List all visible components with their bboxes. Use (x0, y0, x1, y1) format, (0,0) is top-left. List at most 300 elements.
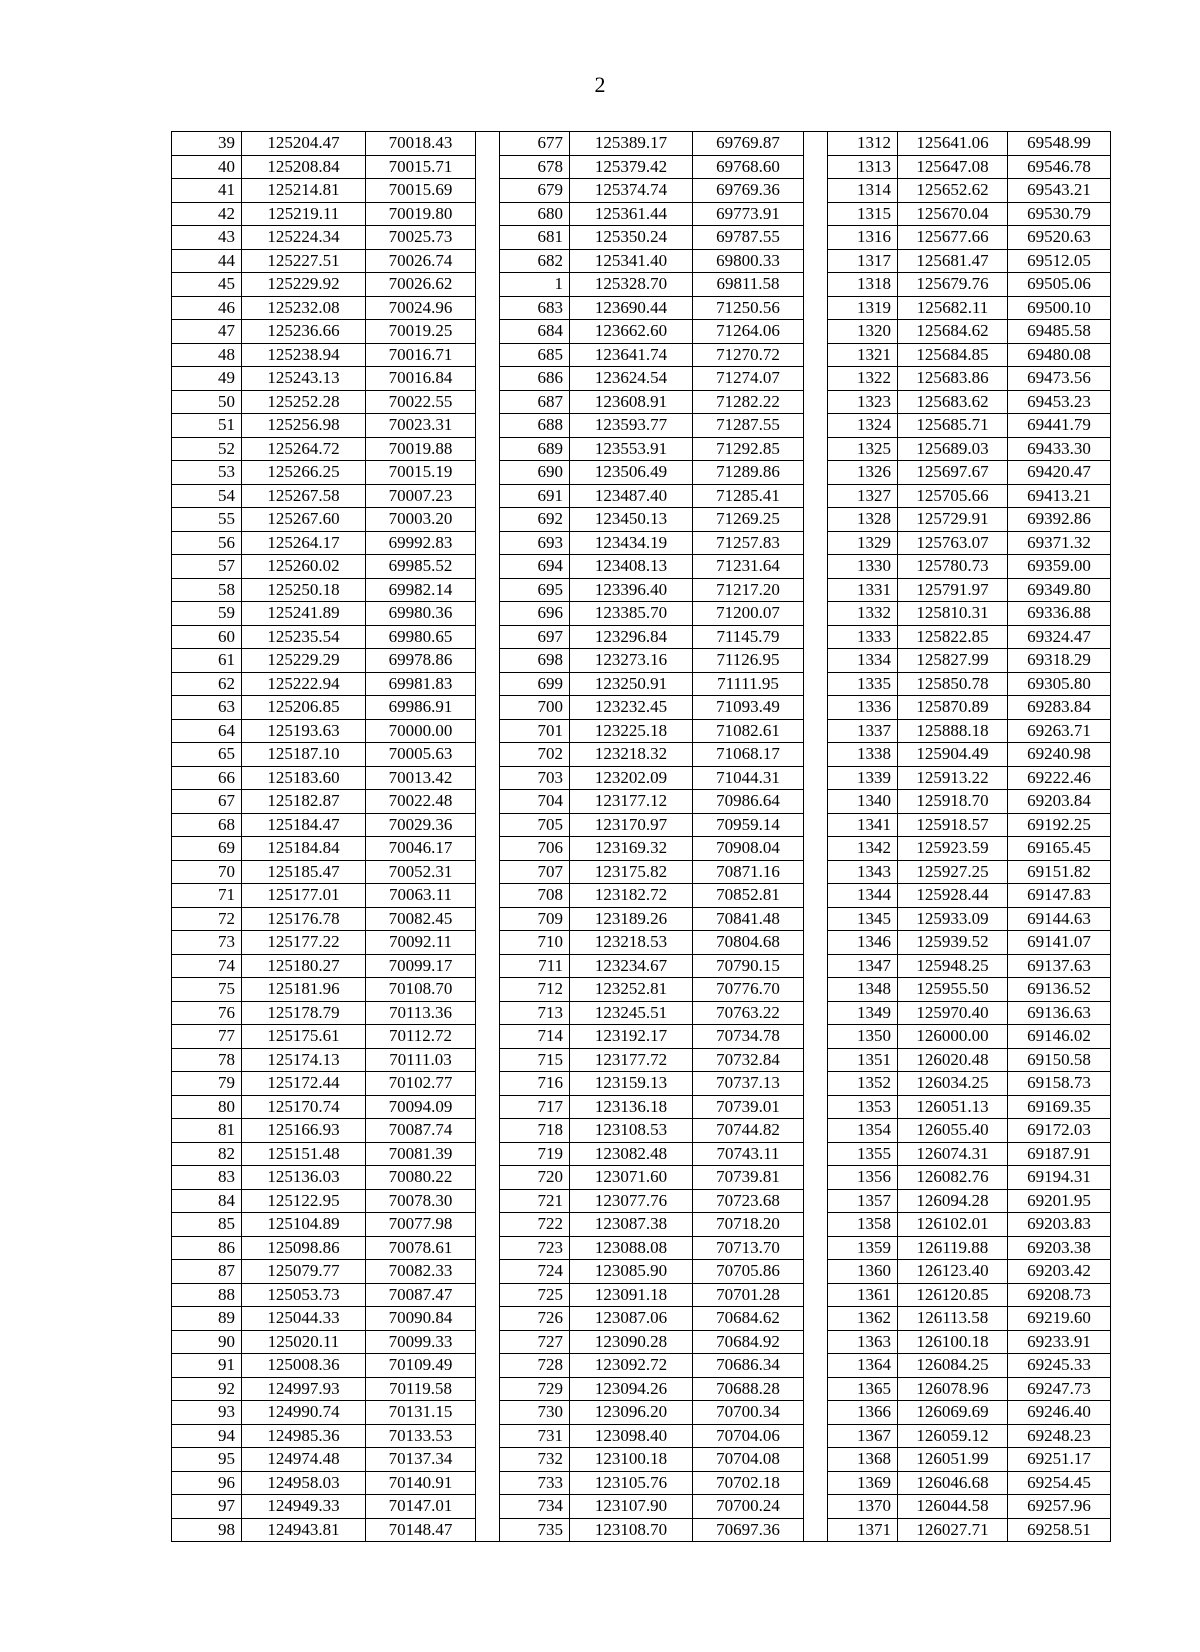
point-number-cell: 677 (500, 132, 570, 156)
point-number-cell: 1355 (828, 1142, 898, 1166)
x-coordinate-cell: 126120.85 (898, 1283, 1008, 1307)
table-row (172, 132, 1111, 156)
x-coordinate-cell: 125182.87 (242, 790, 366, 814)
point-number-cell: 703 (500, 766, 570, 790)
y-coordinate-cell: 70026.62 (366, 273, 476, 297)
x-coordinate-cell: 125222.94 (242, 672, 366, 696)
point-number-cell: 78 (172, 1048, 242, 1072)
y-coordinate-cell: 69187.91 (1008, 1142, 1111, 1166)
x-coordinate-cell: 125229.29 (242, 649, 366, 673)
x-coordinate-cell: 123169.32 (570, 837, 693, 861)
column-gap (804, 1189, 828, 1213)
x-coordinate-cell: 125679.76 (898, 273, 1008, 297)
y-coordinate-cell: 69141.07 (1008, 931, 1111, 955)
x-coordinate-cell: 125243.13 (242, 367, 366, 391)
point-number-cell: 1351 (828, 1048, 898, 1072)
y-coordinate-cell: 70046.17 (366, 837, 476, 861)
y-coordinate-cell: 69787.55 (693, 226, 804, 250)
point-number-cell: 97 (172, 1495, 242, 1519)
y-coordinate-cell: 69136.52 (1008, 978, 1111, 1002)
y-coordinate-cell: 69194.31 (1008, 1166, 1111, 1190)
x-coordinate-cell: 125684.62 (898, 320, 1008, 344)
column-gap (804, 202, 828, 226)
point-number-cell: 1369 (828, 1471, 898, 1495)
y-coordinate-cell: 70704.06 (693, 1424, 804, 1448)
column-gap (804, 531, 828, 555)
y-coordinate-cell: 70688.28 (693, 1377, 804, 1401)
y-coordinate-cell: 69480.08 (1008, 343, 1111, 367)
point-number-cell: 96 (172, 1471, 242, 1495)
y-coordinate-cell: 69992.83 (366, 531, 476, 555)
point-number-cell: 1358 (828, 1213, 898, 1237)
point-number-cell: 1356 (828, 1166, 898, 1190)
column-gap (804, 1401, 828, 1425)
point-number-cell: 45 (172, 273, 242, 297)
y-coordinate-cell: 70148.47 (366, 1518, 476, 1542)
column-gap (804, 1166, 828, 1190)
point-number-cell: 82 (172, 1142, 242, 1166)
point-number-cell: 1316 (828, 226, 898, 250)
column-gap (804, 1307, 828, 1331)
x-coordinate-cell: 125241.89 (242, 602, 366, 626)
point-number-cell: 1333 (828, 625, 898, 649)
x-coordinate-cell: 123182.72 (570, 884, 693, 908)
column-gap (476, 155, 500, 179)
column-gap (476, 343, 500, 367)
y-coordinate-cell: 70763.22 (693, 1001, 804, 1025)
point-number-cell: 46 (172, 296, 242, 320)
x-coordinate-cell: 125341.40 (570, 249, 693, 273)
y-coordinate-cell: 70700.24 (693, 1495, 804, 1519)
x-coordinate-cell: 123098.40 (570, 1424, 693, 1448)
column-gap (804, 1354, 828, 1378)
column-gap (476, 296, 500, 320)
x-coordinate-cell: 123450.13 (570, 508, 693, 532)
y-coordinate-cell: 70131.15 (366, 1401, 476, 1425)
x-coordinate-cell: 123553.91 (570, 437, 693, 461)
y-coordinate-cell: 71044.31 (693, 766, 804, 790)
y-coordinate-cell: 70016.71 (366, 343, 476, 367)
table-row (172, 1330, 1111, 1354)
point-number-cell: 701 (500, 719, 570, 743)
table-row (172, 1471, 1111, 1495)
x-coordinate-cell: 125685.71 (898, 414, 1008, 438)
x-coordinate-cell: 125927.25 (898, 860, 1008, 884)
point-number-cell: 48 (172, 343, 242, 367)
x-coordinate-cell: 123273.16 (570, 649, 693, 673)
y-coordinate-cell: 69305.80 (1008, 672, 1111, 696)
point-number-cell: 91 (172, 1354, 242, 1378)
x-coordinate-cell: 124949.33 (242, 1495, 366, 1519)
table-row (172, 602, 1111, 626)
x-coordinate-cell: 125204.47 (242, 132, 366, 156)
x-coordinate-cell: 125827.99 (898, 649, 1008, 673)
x-coordinate-cell: 123071.60 (570, 1166, 693, 1190)
point-number-cell: 724 (500, 1260, 570, 1284)
point-number-cell: 1326 (828, 461, 898, 485)
point-number-cell: 1329 (828, 531, 898, 555)
x-coordinate-cell: 125166.93 (242, 1119, 366, 1143)
x-coordinate-cell: 125948.25 (898, 954, 1008, 978)
column-gap (804, 508, 828, 532)
column-gap (804, 860, 828, 884)
y-coordinate-cell: 69203.42 (1008, 1260, 1111, 1284)
x-coordinate-cell: 126119.88 (898, 1236, 1008, 1260)
x-coordinate-cell: 125780.73 (898, 555, 1008, 579)
y-coordinate-cell: 70734.78 (693, 1025, 804, 1049)
table-row (172, 837, 1111, 861)
table-row (172, 931, 1111, 955)
x-coordinate-cell: 126082.76 (898, 1166, 1008, 1190)
table-row (172, 226, 1111, 250)
point-number-cell: 47 (172, 320, 242, 344)
point-number-cell: 1354 (828, 1119, 898, 1143)
column-gap (804, 1072, 828, 1096)
y-coordinate-cell: 70744.82 (693, 1119, 804, 1143)
y-coordinate-cell: 70705.86 (693, 1260, 804, 1284)
point-number-cell: 40 (172, 155, 242, 179)
y-coordinate-cell: 70804.68 (693, 931, 804, 955)
x-coordinate-cell: 126113.58 (898, 1307, 1008, 1331)
x-coordinate-cell: 123408.13 (570, 555, 693, 579)
point-number-cell: 716 (500, 1072, 570, 1096)
x-coordinate-cell: 124985.36 (242, 1424, 366, 1448)
x-coordinate-cell: 125178.79 (242, 1001, 366, 1025)
y-coordinate-cell: 69453.23 (1008, 390, 1111, 414)
y-coordinate-cell: 69203.84 (1008, 790, 1111, 814)
column-gap (476, 578, 500, 602)
point-number-cell: 39 (172, 132, 242, 156)
y-coordinate-cell: 70015.71 (366, 155, 476, 179)
x-coordinate-cell: 123100.18 (570, 1448, 693, 1472)
coordinates-table-body (172, 132, 1111, 1542)
y-coordinate-cell: 69254.45 (1008, 1471, 1111, 1495)
y-coordinate-cell: 71093.49 (693, 696, 804, 720)
point-number-cell: 700 (500, 696, 570, 720)
x-coordinate-cell: 125177.22 (242, 931, 366, 955)
column-gap (476, 1072, 500, 1096)
column-gap (476, 1166, 500, 1190)
x-coordinate-cell: 125175.61 (242, 1025, 366, 1049)
point-number-cell: 42 (172, 202, 242, 226)
y-coordinate-cell: 71200.07 (693, 602, 804, 626)
table-row (172, 1025, 1111, 1049)
column-gap (804, 461, 828, 485)
point-number-cell: 62 (172, 672, 242, 696)
column-gap (476, 743, 500, 767)
y-coordinate-cell: 70018.43 (366, 132, 476, 156)
x-coordinate-cell: 125177.01 (242, 884, 366, 908)
column-gap (804, 1424, 828, 1448)
table-row (172, 414, 1111, 438)
table-row (172, 155, 1111, 179)
table-row (172, 1495, 1111, 1519)
y-coordinate-cell: 69420.47 (1008, 461, 1111, 485)
table-row (172, 625, 1111, 649)
x-coordinate-cell: 126102.01 (898, 1213, 1008, 1237)
x-coordinate-cell: 125684.85 (898, 343, 1008, 367)
point-number-cell: 1360 (828, 1260, 898, 1284)
y-coordinate-cell: 71068.17 (693, 743, 804, 767)
point-number-cell: 1325 (828, 437, 898, 461)
column-gap (804, 555, 828, 579)
x-coordinate-cell: 125652.62 (898, 179, 1008, 203)
x-coordinate-cell: 123105.76 (570, 1471, 693, 1495)
point-number-cell: 1363 (828, 1330, 898, 1354)
point-number-cell: 1371 (828, 1518, 898, 1542)
column-gap (804, 813, 828, 837)
column-gap (804, 1330, 828, 1354)
y-coordinate-cell: 71257.83 (693, 531, 804, 555)
x-coordinate-cell: 125850.78 (898, 672, 1008, 696)
table-row (172, 273, 1111, 297)
point-number-cell: 98 (172, 1518, 242, 1542)
y-coordinate-cell: 70019.80 (366, 202, 476, 226)
y-coordinate-cell: 69982.14 (366, 578, 476, 602)
point-number-cell: 73 (172, 931, 242, 955)
x-coordinate-cell: 125104.89 (242, 1213, 366, 1237)
y-coordinate-cell: 69811.58 (693, 273, 804, 297)
x-coordinate-cell: 125229.92 (242, 273, 366, 297)
column-gap (804, 1095, 828, 1119)
y-coordinate-cell: 69336.88 (1008, 602, 1111, 626)
y-coordinate-cell: 70092.11 (366, 931, 476, 955)
y-coordinate-cell: 69257.96 (1008, 1495, 1111, 1519)
table-row (172, 1119, 1111, 1143)
x-coordinate-cell: 126044.58 (898, 1495, 1008, 1519)
column-gap (804, 1518, 828, 1542)
x-coordinate-cell: 125361.44 (570, 202, 693, 226)
y-coordinate-cell: 70137.34 (366, 1448, 476, 1472)
y-coordinate-cell: 69147.83 (1008, 884, 1111, 908)
x-coordinate-cell: 125682.11 (898, 296, 1008, 320)
table-row (172, 1260, 1111, 1284)
y-coordinate-cell: 69263.71 (1008, 719, 1111, 743)
point-number-cell: 53 (172, 461, 242, 485)
y-coordinate-cell: 69548.99 (1008, 132, 1111, 156)
x-coordinate-cell: 123385.70 (570, 602, 693, 626)
y-coordinate-cell: 69980.65 (366, 625, 476, 649)
table-row (172, 790, 1111, 814)
y-coordinate-cell: 70013.42 (366, 766, 476, 790)
table-row (172, 1377, 1111, 1401)
point-number-cell: 1357 (828, 1189, 898, 1213)
x-coordinate-cell: 125250.18 (242, 578, 366, 602)
table-row (172, 437, 1111, 461)
x-coordinate-cell: 123177.12 (570, 790, 693, 814)
column-gap (804, 790, 828, 814)
x-coordinate-cell: 123225.18 (570, 719, 693, 743)
point-number-cell: 722 (500, 1213, 570, 1237)
point-number-cell: 67 (172, 790, 242, 814)
column-gap (476, 625, 500, 649)
point-number-cell: 1347 (828, 954, 898, 978)
column-gap (804, 1213, 828, 1237)
y-coordinate-cell: 70087.47 (366, 1283, 476, 1307)
y-coordinate-cell: 71111.95 (693, 672, 804, 696)
point-number-cell: 1364 (828, 1354, 898, 1378)
x-coordinate-cell: 125970.40 (898, 1001, 1008, 1025)
point-number-cell: 1366 (828, 1401, 898, 1425)
y-coordinate-cell: 71285.41 (693, 484, 804, 508)
table-row (172, 1001, 1111, 1025)
point-number-cell: 682 (500, 249, 570, 273)
y-coordinate-cell: 71217.20 (693, 578, 804, 602)
column-gap (476, 1495, 500, 1519)
y-coordinate-cell: 70016.84 (366, 367, 476, 391)
point-number-cell: 693 (500, 531, 570, 555)
y-coordinate-cell: 69768.60 (693, 155, 804, 179)
x-coordinate-cell: 123593.77 (570, 414, 693, 438)
y-coordinate-cell: 69208.73 (1008, 1283, 1111, 1307)
y-coordinate-cell: 71289.86 (693, 461, 804, 485)
column-gap (476, 390, 500, 414)
y-coordinate-cell: 69203.83 (1008, 1213, 1111, 1237)
table-row (172, 1236, 1111, 1260)
point-number-cell: 70 (172, 860, 242, 884)
y-coordinate-cell: 69512.05 (1008, 249, 1111, 273)
x-coordinate-cell: 125697.67 (898, 461, 1008, 485)
x-coordinate-cell: 125729.91 (898, 508, 1008, 532)
point-number-cell: 69 (172, 837, 242, 861)
column-gap (804, 273, 828, 297)
y-coordinate-cell: 70099.17 (366, 954, 476, 978)
x-coordinate-cell: 125224.34 (242, 226, 366, 250)
point-number-cell: 1335 (828, 672, 898, 696)
x-coordinate-cell: 125208.84 (242, 155, 366, 179)
x-coordinate-cell: 125238.94 (242, 343, 366, 367)
y-coordinate-cell: 70841.48 (693, 907, 804, 931)
column-gap (476, 531, 500, 555)
point-number-cell: 694 (500, 555, 570, 579)
x-coordinate-cell: 125923.59 (898, 837, 1008, 861)
y-coordinate-cell: 70000.00 (366, 719, 476, 743)
point-number-cell: 735 (500, 1518, 570, 1542)
point-number-cell: 707 (500, 860, 570, 884)
y-coordinate-cell: 70697.36 (693, 1518, 804, 1542)
y-coordinate-cell: 70102.77 (366, 1072, 476, 1096)
point-number-cell: 687 (500, 390, 570, 414)
y-coordinate-cell: 69520.63 (1008, 226, 1111, 250)
column-gap (804, 719, 828, 743)
column-gap (476, 884, 500, 908)
x-coordinate-cell: 125647.08 (898, 155, 1008, 179)
x-coordinate-cell: 123252.81 (570, 978, 693, 1002)
column-gap (476, 790, 500, 814)
point-number-cell: 1339 (828, 766, 898, 790)
table-row (172, 508, 1111, 532)
point-number-cell: 95 (172, 1448, 242, 1472)
y-coordinate-cell: 70015.69 (366, 179, 476, 203)
x-coordinate-cell: 123434.19 (570, 531, 693, 555)
x-coordinate-cell: 125670.04 (898, 202, 1008, 226)
y-coordinate-cell: 69349.80 (1008, 578, 1111, 602)
x-coordinate-cell: 124958.03 (242, 1471, 366, 1495)
x-coordinate-cell: 123296.84 (570, 625, 693, 649)
table-row (172, 1283, 1111, 1307)
y-coordinate-cell: 70111.03 (366, 1048, 476, 1072)
point-number-cell: 1315 (828, 202, 898, 226)
y-coordinate-cell: 69505.06 (1008, 273, 1111, 297)
point-number-cell: 50 (172, 390, 242, 414)
x-coordinate-cell: 126094.28 (898, 1189, 1008, 1213)
x-coordinate-cell: 125677.66 (898, 226, 1008, 250)
point-number-cell: 1368 (828, 1448, 898, 1472)
x-coordinate-cell: 125918.57 (898, 813, 1008, 837)
x-coordinate-cell: 123091.18 (570, 1283, 693, 1307)
column-gap (476, 226, 500, 250)
column-gap (476, 649, 500, 673)
column-gap (476, 484, 500, 508)
column-gap (804, 1283, 828, 1307)
point-number-cell: 1321 (828, 343, 898, 367)
column-gap (476, 1283, 500, 1307)
point-number-cell: 732 (500, 1448, 570, 1472)
column-gap (804, 1048, 828, 1072)
table-row (172, 202, 1111, 226)
table-row (172, 1354, 1111, 1378)
point-number-cell: 1362 (828, 1307, 898, 1331)
y-coordinate-cell: 70959.14 (693, 813, 804, 837)
x-coordinate-cell: 124997.93 (242, 1377, 366, 1401)
x-coordinate-cell: 123245.51 (570, 1001, 693, 1025)
y-coordinate-cell: 71126.95 (693, 649, 804, 673)
y-coordinate-cell: 70704.08 (693, 1448, 804, 1472)
y-coordinate-cell: 70019.25 (366, 320, 476, 344)
point-number-cell: 89 (172, 1307, 242, 1331)
column-gap (476, 1001, 500, 1025)
point-number-cell: 726 (500, 1307, 570, 1331)
point-number-cell: 66 (172, 766, 242, 790)
point-number-cell: 83 (172, 1166, 242, 1190)
y-coordinate-cell: 70099.33 (366, 1330, 476, 1354)
point-number-cell: 51 (172, 414, 242, 438)
table-row (172, 461, 1111, 485)
column-gap (804, 884, 828, 908)
coordinates-table (171, 131, 1111, 1542)
x-coordinate-cell: 126059.12 (898, 1424, 1008, 1448)
table-row (172, 1048, 1111, 1072)
x-coordinate-cell: 123192.17 (570, 1025, 693, 1049)
point-number-cell: 56 (172, 531, 242, 555)
point-number-cell: 1320 (828, 320, 898, 344)
x-coordinate-cell: 123189.26 (570, 907, 693, 931)
column-gap (476, 202, 500, 226)
column-gap (476, 1354, 500, 1378)
y-coordinate-cell: 69150.58 (1008, 1048, 1111, 1072)
x-coordinate-cell: 125389.17 (570, 132, 693, 156)
column-gap (804, 414, 828, 438)
x-coordinate-cell: 125374.74 (570, 179, 693, 203)
x-coordinate-cell: 123177.72 (570, 1048, 693, 1072)
y-coordinate-cell: 69247.73 (1008, 1377, 1111, 1401)
point-number-cell: 1323 (828, 390, 898, 414)
point-number-cell: 1313 (828, 155, 898, 179)
table-row (172, 1189, 1111, 1213)
column-gap (804, 1471, 828, 1495)
x-coordinate-cell: 126051.13 (898, 1095, 1008, 1119)
x-coordinate-cell: 126100.18 (898, 1330, 1008, 1354)
x-coordinate-cell: 123662.60 (570, 320, 693, 344)
column-gap (476, 1377, 500, 1401)
table-row (172, 1307, 1111, 1331)
point-number-cell: 1324 (828, 414, 898, 438)
x-coordinate-cell: 126078.96 (898, 1377, 1008, 1401)
table-row (172, 531, 1111, 555)
column-gap (804, 226, 828, 250)
y-coordinate-cell: 70109.49 (366, 1354, 476, 1378)
x-coordinate-cell: 125151.48 (242, 1142, 366, 1166)
